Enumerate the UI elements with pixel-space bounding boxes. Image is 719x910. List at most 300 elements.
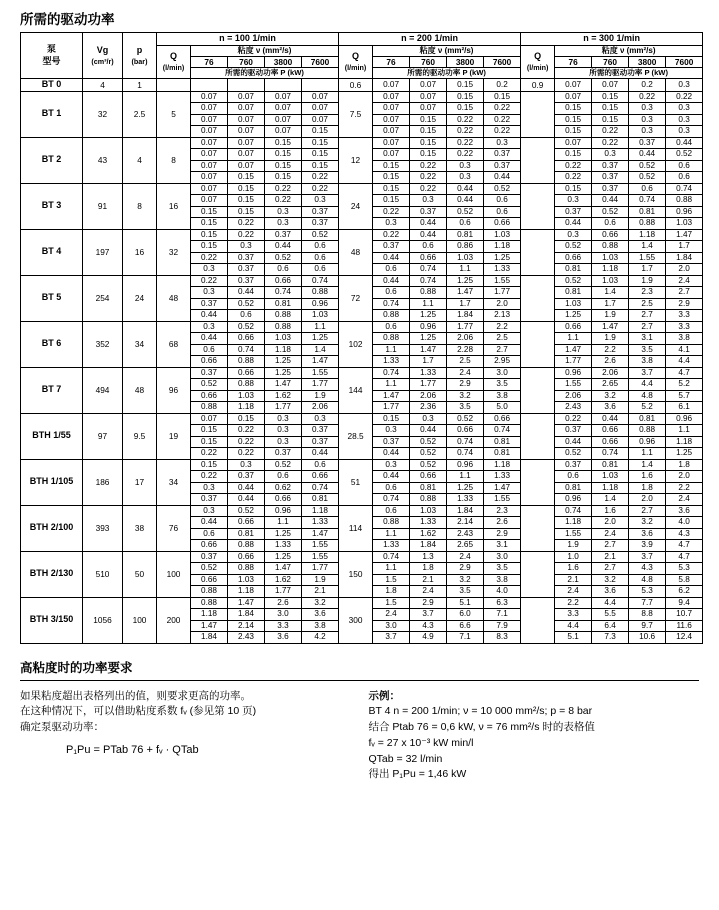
cell-n200-v2: 0.22 (447, 126, 484, 138)
row-vg: 254 (83, 275, 123, 321)
cell-n200-v2: 1.1 (447, 471, 484, 483)
cell-n100-v1: 0.22 (228, 436, 265, 448)
cell-n300-v2: 0.22 (629, 91, 666, 103)
cell-n100-v2: 3.3 (265, 620, 302, 632)
cell-n200-v3: 0.66 (484, 413, 521, 425)
row-model: BT 3 (21, 183, 83, 229)
cell-n300-v1: 2.0 (592, 517, 629, 529)
cell-n100-v2: 0.07 (265, 103, 302, 115)
cell-n200-v3: 0.37 (484, 160, 521, 172)
cell-n100-v1: 2.14 (228, 620, 265, 632)
header-q-n300: Q (l/min) (521, 45, 555, 79)
table-row (21, 413, 703, 425)
cell-n200-v0: 0.07 (373, 91, 410, 103)
header-visc-76-n100: 76 (191, 56, 228, 68)
cell-n200-v0: 0.44 (373, 252, 410, 264)
cell-n100-v1: 2.43 (228, 632, 265, 644)
cell-n300-v2: 1.9 (629, 275, 666, 287)
cell-n200-v0: 0.07 (373, 114, 410, 126)
cell-n300-v1: 1.6 (592, 505, 629, 517)
cell-n300-v3: 4.7 (666, 551, 703, 563)
cell-n200-v1: 0.3 (410, 195, 447, 207)
cell-n300-v1: 1.9 (592, 333, 629, 345)
cell-n300-v2: 8.8 (629, 609, 666, 621)
cell-n200-v2: 3.2 (447, 574, 484, 586)
cell-n200-v2: 2.9 (447, 379, 484, 391)
cell-n100-v2: 1.25 (265, 367, 302, 379)
cell-n300-v1: 0.74 (592, 448, 629, 460)
cell-n200-v2: 2.65 (447, 540, 484, 552)
cell-n100-v3: 3.2 (302, 597, 339, 609)
cell-n200-v2: 1.25 (447, 482, 484, 494)
cell-n100-v1: 0.88 (228, 540, 265, 552)
cell-n100-v1: 0.74 (228, 344, 265, 356)
cell-n200-v1: 0.66 (410, 471, 447, 483)
cell-n100-v1: 0.66 (228, 333, 265, 345)
cell-n100-v2: 0.62 (265, 482, 302, 494)
cell-n100-v0: 0.07 (191, 137, 228, 149)
cell-n300-v1: 0.37 (592, 183, 629, 195)
cell-n100-v2: 0.66 (265, 494, 302, 506)
cell-n200-v1: 1.1 (410, 298, 447, 310)
cell-n300-v3: 1.1 (666, 425, 703, 437)
cell-n100-v2: 0.07 (265, 126, 302, 138)
cell-n200-v0: 1.33 (373, 356, 410, 368)
cell-n100-v0: 0.07 (191, 91, 228, 103)
row-q-n100: 32 (157, 229, 191, 275)
cell-n100-v3: 0.15 (302, 137, 339, 149)
cell-n200-v1: 2.36 (410, 402, 447, 414)
cell-n300-v1: 0.81 (592, 459, 629, 471)
cell-n200-v1: 0.81 (410, 482, 447, 494)
cell-n100-v0: 0.88 (191, 586, 228, 598)
cell-n100-v3: 3.8 (302, 620, 339, 632)
cell-n200-v1: 0.22 (410, 183, 447, 195)
row-q-n100: 8 (157, 137, 191, 183)
cell-n200-v2: 1.84 (447, 505, 484, 517)
cell-n200-v2: 2.5 (447, 356, 484, 368)
example-line-2: 结合 Ptab 76 = 0,6 kW, ν = 76 mm²/s 时的表格值 (368, 721, 595, 734)
cell-n100-v3: 0.22 (302, 183, 339, 195)
row-model: BTH 2/100 (21, 505, 83, 551)
cell-n100-v1: 0.37 (228, 264, 265, 276)
row-model: BT 0 (21, 79, 83, 92)
cell-n200-v3: 2.7 (484, 344, 521, 356)
table-body (21, 79, 703, 644)
cell-n200-v3: 0.66 (484, 218, 521, 230)
cell-n100-v1: 0.66 (228, 367, 265, 379)
cell-n300-v3: 0.96 (666, 206, 703, 218)
row-q-n200: 150 (339, 551, 373, 597)
cell-n100-v0: 1.47 (191, 620, 228, 632)
cell-n300-v2: 10.6 (629, 632, 666, 644)
cell-n300-v1: 2.65 (592, 379, 629, 391)
cell-n300-v2: 3.1 (629, 333, 666, 345)
cell-n100-v0 (191, 79, 228, 92)
cell-n300-v0: 0.3 (555, 195, 592, 207)
cell-n100-v3: 0.6 (302, 241, 339, 253)
row-vg: 197 (83, 229, 123, 275)
row-p-rating: 38 (123, 505, 157, 551)
cell-n300-v2: 0.96 (629, 436, 666, 448)
page-title: 所需的驱动功率 (20, 12, 115, 27)
cell-n200-v0: 0.6 (373, 287, 410, 299)
cell-n100-v0: 0.3 (191, 264, 228, 276)
cell-n200-v1: 2.4 (410, 586, 447, 598)
row-q-n300 (521, 137, 555, 183)
cell-n300-v2: 3.8 (629, 356, 666, 368)
cell-n300-v1: 1.18 (592, 264, 629, 276)
cell-n200-v3: 0.81 (484, 448, 521, 460)
cell-n300-v0: 1.47 (555, 344, 592, 356)
section2-heading: 高粘度时的功率要求 (20, 660, 133, 675)
cell-n100-v3: 0.07 (302, 103, 339, 115)
cell-n300-v1: 1.03 (592, 275, 629, 287)
cell-n300-v0: 2.06 (555, 390, 592, 402)
cell-n200-v2: 1.84 (447, 310, 484, 322)
cell-n100-v3: 0.3 (302, 195, 339, 207)
cell-n200-v3: 2.9 (484, 528, 521, 540)
cell-n300-v3: 0.3 (666, 114, 703, 126)
cell-n200-v0: 0.07 (373, 79, 410, 92)
cell-n100-v0: 1.84 (191, 632, 228, 644)
cell-n300-v3: 0.3 (666, 79, 703, 92)
cell-n100-v1: 0.15 (228, 413, 265, 425)
cell-n200-v0: 1.1 (373, 528, 410, 540)
header-visc-7600-n100: 7600 (302, 56, 339, 68)
row-q-n300 (521, 551, 555, 597)
cell-n300-v0: 0.6 (555, 471, 592, 483)
row-vg: 352 (83, 321, 123, 367)
cell-n200-v1: 0.44 (410, 218, 447, 230)
row-vg: 510 (83, 551, 123, 597)
header-power-n200: 所需的驱动功率 P (kW) (373, 68, 521, 79)
cell-n300-v0: 0.81 (555, 287, 592, 299)
cell-n300-v3: 0.96 (666, 413, 703, 425)
table-row (21, 551, 703, 563)
cell-n300-v3: 2.9 (666, 298, 703, 310)
row-vg: 186 (83, 459, 123, 505)
cell-n200-v0: 0.6 (373, 264, 410, 276)
cell-n300-v2: 0.81 (629, 413, 666, 425)
cell-n200-v0: 0.22 (373, 206, 410, 218)
cell-n200-v3: 0.44 (484, 172, 521, 184)
cell-n300-v0: 2.1 (555, 574, 592, 586)
cell-n200-v1: 0.15 (410, 114, 447, 126)
cell-n200-v0: 1.33 (373, 540, 410, 552)
cell-n300-v1: 3.6 (592, 402, 629, 414)
cell-n200-v2: 0.81 (447, 229, 484, 241)
cell-n200-v3: 0.6 (484, 195, 521, 207)
cell-n300-v1: 4.4 (592, 597, 629, 609)
cell-n100-v3: 1.03 (302, 310, 339, 322)
cell-n200-v0: 0.74 (373, 494, 410, 506)
row-p-rating: 1 (123, 79, 157, 92)
cell-n100-v0: 0.15 (191, 241, 228, 253)
cell-n100-v2: 0.96 (265, 505, 302, 517)
cell-n300-v1: 1.03 (592, 471, 629, 483)
cell-n200-v0: 1.8 (373, 586, 410, 598)
cell-n200-v0: 0.15 (373, 195, 410, 207)
cell-n200-v3: 2.95 (484, 356, 521, 368)
cell-n200-v2: 6.6 (447, 620, 484, 632)
cell-n300-v3: 0.3 (666, 103, 703, 115)
cell-n200-v1: 0.07 (410, 91, 447, 103)
cell-n200-v1: 2.06 (410, 390, 447, 402)
cell-n100-v2: 0.3 (265, 218, 302, 230)
cell-n300-v2: 0.3 (629, 126, 666, 138)
table-row (21, 597, 703, 609)
header-visc-7600-n200: 7600 (484, 56, 521, 68)
cell-n200-v3: 2.0 (484, 298, 521, 310)
cell-n300-v3: 1.7 (666, 241, 703, 253)
row-q-n100: 34 (157, 459, 191, 505)
cell-n100-v0: 0.07 (191, 160, 228, 172)
cell-n300-v0: 1.25 (555, 310, 592, 322)
cell-n200-v1: 0.6 (410, 241, 447, 253)
cell-n200-v2: 6.0 (447, 609, 484, 621)
cell-n200-v3: 1.33 (484, 471, 521, 483)
cell-n200-v3: 0.52 (484, 183, 521, 195)
cell-n100-v0: 0.07 (191, 126, 228, 138)
row-q-n200: 300 (339, 597, 373, 643)
cell-n300-v0: 0.37 (555, 425, 592, 437)
cell-n100-v1: 0.88 (228, 356, 265, 368)
cell-n100-v3: 1.55 (302, 540, 339, 552)
cell-n300-v0: 1.03 (555, 298, 592, 310)
table-row (21, 137, 703, 149)
row-q-n200: 144 (339, 367, 373, 413)
cell-n200-v0: 0.6 (373, 505, 410, 517)
cell-n200-v2: 1.1 (447, 264, 484, 276)
header-visc-n100: 粘度 ν (mm²/s) (191, 45, 339, 56)
cell-n100-v3: 0.96 (302, 298, 339, 310)
cell-n100-v2: 1.62 (265, 574, 302, 586)
cell-n100-v0: 0.15 (191, 436, 228, 448)
cell-n100-v0: 0.37 (191, 494, 228, 506)
cell-n300-v2: 3.9 (629, 540, 666, 552)
cell-n200-v3: 1.25 (484, 252, 521, 264)
cell-n200-v1: 4.3 (410, 620, 447, 632)
cell-n100-v3: 0.44 (302, 448, 339, 460)
cell-n100-v1: 0.15 (228, 183, 265, 195)
cell-n100-v2: 3.6 (265, 632, 302, 644)
cell-n300-v2: 2.3 (629, 287, 666, 299)
cell-n200-v3: 5.0 (484, 402, 521, 414)
cell-n300-v3: 0.6 (666, 160, 703, 172)
header-group-n100: n = 100 1/min (157, 33, 339, 46)
cell-n300-v3: 1.47 (666, 229, 703, 241)
cell-n300-v2: 0.44 (629, 149, 666, 161)
row-model: BT 2 (21, 137, 83, 183)
cell-n100-v3: 4.2 (302, 632, 339, 644)
example-line-3: fᵥ = 27 x 10⁻³ kW min/l (368, 736, 474, 749)
cell-n300-v0: 0.44 (555, 436, 592, 448)
row-q-n100: 76 (157, 505, 191, 551)
row-p-rating: 17 (123, 459, 157, 505)
cell-n200-v3: 2.6 (484, 517, 521, 529)
cell-n100-v0: 0.3 (191, 482, 228, 494)
cell-n200-v3: 3.5 (484, 379, 521, 391)
row-p-rating: 8 (123, 183, 157, 229)
cell-n200-v0: 2.4 (373, 609, 410, 621)
cell-n200-v1: 2.9 (410, 597, 447, 609)
cell-n200-v1: 0.07 (410, 79, 447, 92)
cell-n200-v0: 0.6 (373, 321, 410, 333)
cell-n300-v3: 2.2 (666, 482, 703, 494)
cell-n200-v3: 0.3 (484, 137, 521, 149)
cell-n200-v2: 0.44 (447, 195, 484, 207)
example-line-1: BT 4 n = 200 1/min; ν = 10 000 mm²/s; p = 8 bar (368, 705, 593, 718)
cell-n200-v0: 0.07 (373, 103, 410, 115)
cell-n100-v1: 0.07 (228, 126, 265, 138)
cell-n300-v0: 1.18 (555, 517, 592, 529)
cell-n200-v0: 0.74 (373, 551, 410, 563)
cell-n200-v2: 0.74 (447, 436, 484, 448)
cell-n200-v3: 1.55 (484, 494, 521, 506)
cell-n300-v1: 3.2 (592, 390, 629, 402)
cell-n100-v2: 0.07 (265, 114, 302, 126)
cell-n300-v0: 0.07 (555, 79, 592, 92)
table-row (21, 459, 703, 471)
cell-n300-v0: 0.07 (555, 91, 592, 103)
cell-n300-v1: 7.3 (592, 632, 629, 644)
cell-n300-v0: 0.37 (555, 206, 592, 218)
cell-n200-v1: 0.22 (410, 172, 447, 184)
page (0, 8, 719, 910)
cell-n100-v1: 0.37 (228, 252, 265, 264)
cell-n100-v1 (228, 79, 265, 92)
cell-n300-v3: 0.44 (666, 137, 703, 149)
cell-n300-v0: 4.4 (555, 620, 592, 632)
cell-n200-v2: 0.22 (447, 137, 484, 149)
cell-n100-v2: 1.18 (265, 344, 302, 356)
cell-n200-v3: 0.15 (484, 91, 521, 103)
cell-n100-v3: 1.18 (302, 505, 339, 517)
table-head (21, 33, 703, 79)
table-row (21, 505, 703, 517)
cell-n100-v3: 0.37 (302, 425, 339, 437)
cell-n200-v1: 0.22 (410, 160, 447, 172)
cell-n200-v2: 2.43 (447, 528, 484, 540)
cell-n100-v2: 0.15 (265, 160, 302, 172)
row-p-rating: 24 (123, 275, 157, 321)
table-row (21, 229, 703, 241)
cell-n300-v2: 2.7 (629, 505, 666, 517)
cell-n300-v1: 0.44 (592, 195, 629, 207)
header-group-n300: n = 300 1/min (521, 33, 703, 46)
cell-n200-v0: 0.07 (373, 149, 410, 161)
cell-n100-v0: 0.44 (191, 310, 228, 322)
cell-n200-v2: 1.03 (447, 252, 484, 264)
cell-n300-v0: 0.15 (555, 114, 592, 126)
cell-n200-v1: 0.07 (410, 103, 447, 115)
cell-n100-v3: 1.47 (302, 528, 339, 540)
cell-n100-v1: 1.18 (228, 402, 265, 414)
cell-n200-v1: 0.74 (410, 275, 447, 287)
row-q-n300 (521, 367, 555, 413)
row-vg: 494 (83, 367, 123, 413)
cell-n200-v1: 1.25 (410, 333, 447, 345)
cell-n200-v1: 0.3 (410, 413, 447, 425)
cell-n200-v2: 0.66 (447, 425, 484, 437)
cell-n100-v1: 0.22 (228, 229, 265, 241)
cell-n300-v3: 12.4 (666, 632, 703, 644)
cell-n200-v0: 0.74 (373, 367, 410, 379)
row-q-n200: 28.5 (339, 413, 373, 459)
cell-n100-v0: 0.15 (191, 229, 228, 241)
cell-n200-v1: 0.88 (410, 287, 447, 299)
cell-n100-v1: 1.03 (228, 390, 265, 402)
cell-n100-v3: 1.25 (302, 333, 339, 345)
note-line-1: 如果粘度超出表格列出的值，则要求更高的功率。 (20, 689, 251, 702)
cell-n300-v1: 1.9 (592, 310, 629, 322)
cell-n300-v2: 5.3 (629, 586, 666, 598)
cell-n200-v3: 1.33 (484, 264, 521, 276)
cell-n100-v0: 0.07 (191, 114, 228, 126)
cell-n100-v0: 0.3 (191, 505, 228, 517)
row-model: BTH 1/105 (21, 459, 83, 505)
cell-n100-v2: 0.3 (265, 425, 302, 437)
cell-n200-v2: 2.06 (447, 333, 484, 345)
cell-n100-v2: 1.47 (265, 379, 302, 391)
cell-n300-v2: 3.7 (629, 551, 666, 563)
cell-n200-v0: 0.37 (373, 241, 410, 253)
cell-n100-v3: 0.66 (302, 471, 339, 483)
cell-n300-v3: 1.03 (666, 218, 703, 230)
cell-n200-v0: 0.88 (373, 310, 410, 322)
cell-n100-v2: 1.25 (265, 356, 302, 368)
cell-n300-v2: 0.88 (629, 218, 666, 230)
cell-n300-v2: 1.8 (629, 482, 666, 494)
row-q-n100 (157, 79, 191, 92)
cell-n100-v3: 0.37 (302, 206, 339, 218)
row-q-n200: 24 (339, 183, 373, 229)
cell-n100-v1: 1.03 (228, 574, 265, 586)
cell-n200-v3: 8.3 (484, 632, 521, 644)
cell-n200-v1: 0.15 (410, 137, 447, 149)
cell-n100-v3: 1.77 (302, 563, 339, 575)
cell-n200-v0: 0.44 (373, 471, 410, 483)
header-visc-n300: 粘度 ν (mm²/s) (555, 45, 703, 56)
cell-n100-v2: 1.25 (265, 551, 302, 563)
header-visc-3800-n100: 3800 (265, 56, 302, 68)
table-row (21, 275, 703, 287)
cell-n200-v3: 1.18 (484, 241, 521, 253)
cell-n200-v1: 1.8 (410, 563, 447, 575)
cell-n100-v2: 2.6 (265, 597, 302, 609)
cell-n100-v0: 0.22 (191, 275, 228, 287)
row-vg: 4 (83, 79, 123, 92)
cell-n100-v2: 3.0 (265, 609, 302, 621)
cell-n100-v0: 0.07 (191, 103, 228, 115)
cell-n200-v1: 1.7 (410, 356, 447, 368)
cell-n300-v2: 2.0 (629, 494, 666, 506)
cell-n300-v3: 0.22 (666, 91, 703, 103)
cell-n100-v2: 0.88 (265, 321, 302, 333)
cell-n300-v1: 0.15 (592, 103, 629, 115)
cell-n300-v1: 1.7 (592, 298, 629, 310)
row-q-n200: 7.5 (339, 91, 373, 137)
cell-n300-v0: 0.52 (555, 275, 592, 287)
row-q-n300 (521, 275, 555, 321)
cell-n200-v3: 0.22 (484, 103, 521, 115)
cell-n300-v1: 0.66 (592, 425, 629, 437)
cell-n100-v0: 0.88 (191, 597, 228, 609)
row-q-n300 (521, 91, 555, 137)
cell-n100-v1: 0.22 (228, 425, 265, 437)
cell-n300-v1: 0.37 (592, 172, 629, 184)
